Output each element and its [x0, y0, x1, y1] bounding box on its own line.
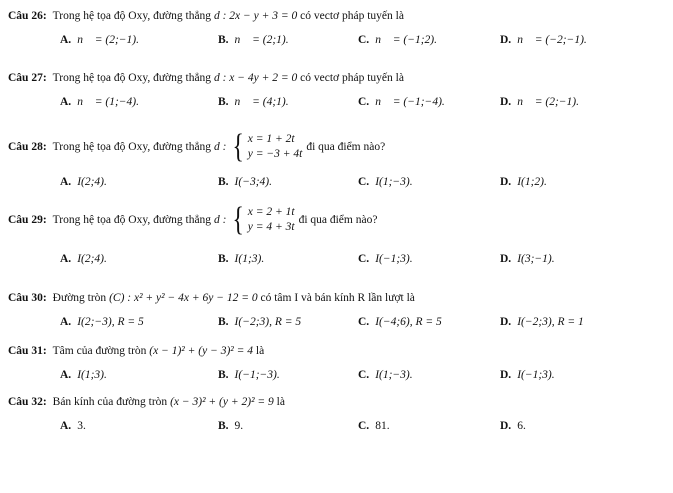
option-b[interactable]: B. n⃗ = (4;1). [218, 96, 289, 108]
question-text-after: đi qua điểm nào? [298, 214, 378, 226]
question-29 [8, 201, 667, 265]
question-stem [8, 203, 667, 237]
option-c[interactable]: C. n⃗ = (−1;−4). [358, 96, 445, 108]
parametric-system [230, 203, 294, 237]
option-d[interactable]: D. I(3;−1). [500, 253, 555, 265]
option-a[interactable]: A. I(1;3). [60, 369, 107, 381]
option-d[interactable]: D. I(−1;3). [500, 369, 555, 381]
system-equation-y: y = 4 + 3t [247, 221, 295, 233]
system-equation-x: x = 2 + 1t [247, 206, 295, 218]
option-a[interactable]: A. 3. [60, 420, 86, 432]
question-32 [8, 396, 667, 432]
question-text: Trong hệ tọa độ Oxy, đường thẳng [52, 72, 212, 84]
question-stem [8, 345, 667, 357]
question-label: Câu 30: [8, 292, 47, 304]
question-28 [8, 128, 667, 188]
option-d[interactable]: D. I(1;2). [500, 176, 547, 188]
option-b[interactable]: B. I(−3;4). [218, 176, 273, 188]
question-stem [8, 130, 667, 164]
option-a[interactable]: A. n⃗ = (1;−4). [60, 96, 140, 108]
question-31 [8, 345, 667, 381]
equation: d : x − 4y + 2 = 0 [213, 72, 298, 84]
option-a[interactable]: A. I(2;4). [60, 176, 107, 188]
question-stem [8, 292, 667, 304]
question-label: Câu 26: [8, 10, 47, 22]
left-brace-icon: { [232, 201, 245, 238]
question-label: Câu 29: [8, 214, 47, 226]
option-d[interactable]: D. I(−2;3), R = 1 [500, 316, 584, 328]
question-text: Trong hệ tọa độ Oxy, đường thẳng [52, 141, 212, 153]
question-label: Câu 32: [8, 396, 47, 408]
option-a[interactable]: A. I(2;−3), R = 5 [60, 316, 144, 328]
question-label: Câu 28: [8, 141, 47, 153]
question-text: Trong hệ tọa độ Oxy, đường thẳng [52, 10, 212, 22]
line-name: d : [213, 214, 227, 226]
option-c[interactable]: C. I(−4;6), R = 5 [358, 316, 442, 328]
option-c[interactable]: C. 81. [358, 420, 390, 432]
equation: (x − 1)² + (y − 3)² = 4 [149, 345, 253, 357]
question-text-after: là [276, 396, 285, 408]
option-b[interactable]: B. n⃗ = (2;1). [218, 34, 289, 46]
line-name: d : [213, 141, 227, 153]
question-text: Trong hệ tọa độ Oxy, đường thẳng [52, 214, 212, 226]
parametric-system [230, 130, 302, 164]
option-d[interactable]: D. 6. [500, 420, 526, 432]
equation: (C) : x² + y² − 4x + 6y − 12 = 0 [109, 292, 258, 304]
question-text-after: có vectơ pháp tuyến là [300, 10, 404, 22]
question-text: Đường tròn [52, 292, 107, 304]
question-stem [8, 10, 667, 22]
option-c[interactable]: C. I(1;−3). [358, 176, 413, 188]
question-27 [8, 72, 667, 108]
question-text-after: là [255, 345, 265, 357]
system-equation-y: y = −3 + 4t [247, 148, 303, 160]
option-b[interactable]: B. 9. [218, 420, 244, 432]
question-stem [8, 396, 667, 408]
option-b[interactable]: B. I(−2;3), R = 5 [218, 316, 302, 328]
system-equation-x: x = 1 + 2t [247, 133, 295, 145]
option-c[interactable]: C. I(−1;3). [358, 253, 413, 265]
option-c[interactable]: C. n⃗ = (−1;2). [358, 34, 438, 46]
option-a[interactable]: A. I(2;4). [60, 253, 107, 265]
option-b[interactable]: B. I(−1;−3). [218, 369, 280, 381]
question-text: Bán kính của đường tròn [52, 396, 168, 408]
question-text-after: có vectơ pháp tuyến là [300, 72, 404, 84]
question-stem [8, 72, 667, 84]
equation: (x − 3)² + (y + 2)² = 9 [170, 396, 274, 408]
question-label: Câu 27: [8, 72, 47, 84]
equation: d : 2x − y + 3 = 0 [213, 10, 298, 22]
option-a[interactable]: A. n⃗ = (2;−1). [60, 34, 140, 46]
option-d[interactable]: D. n⃗ = (−2;−1). [500, 34, 587, 46]
left-brace-icon: { [232, 128, 245, 165]
question-26 [8, 10, 667, 46]
question-30 [8, 292, 667, 328]
option-c[interactable]: C. I(1;−3). [358, 369, 413, 381]
question-text-after: đi qua điểm nào? [306, 141, 386, 153]
question-text-after: có tâm I và bán kính R lần lượt là [260, 292, 415, 304]
question-label: Câu 31: [8, 345, 47, 357]
question-text: Tâm của đường tròn [52, 345, 147, 357]
option-d[interactable]: D. n⃗ = (2;−1). [500, 96, 580, 108]
option-b[interactable]: B. I(1;3). [218, 253, 265, 265]
